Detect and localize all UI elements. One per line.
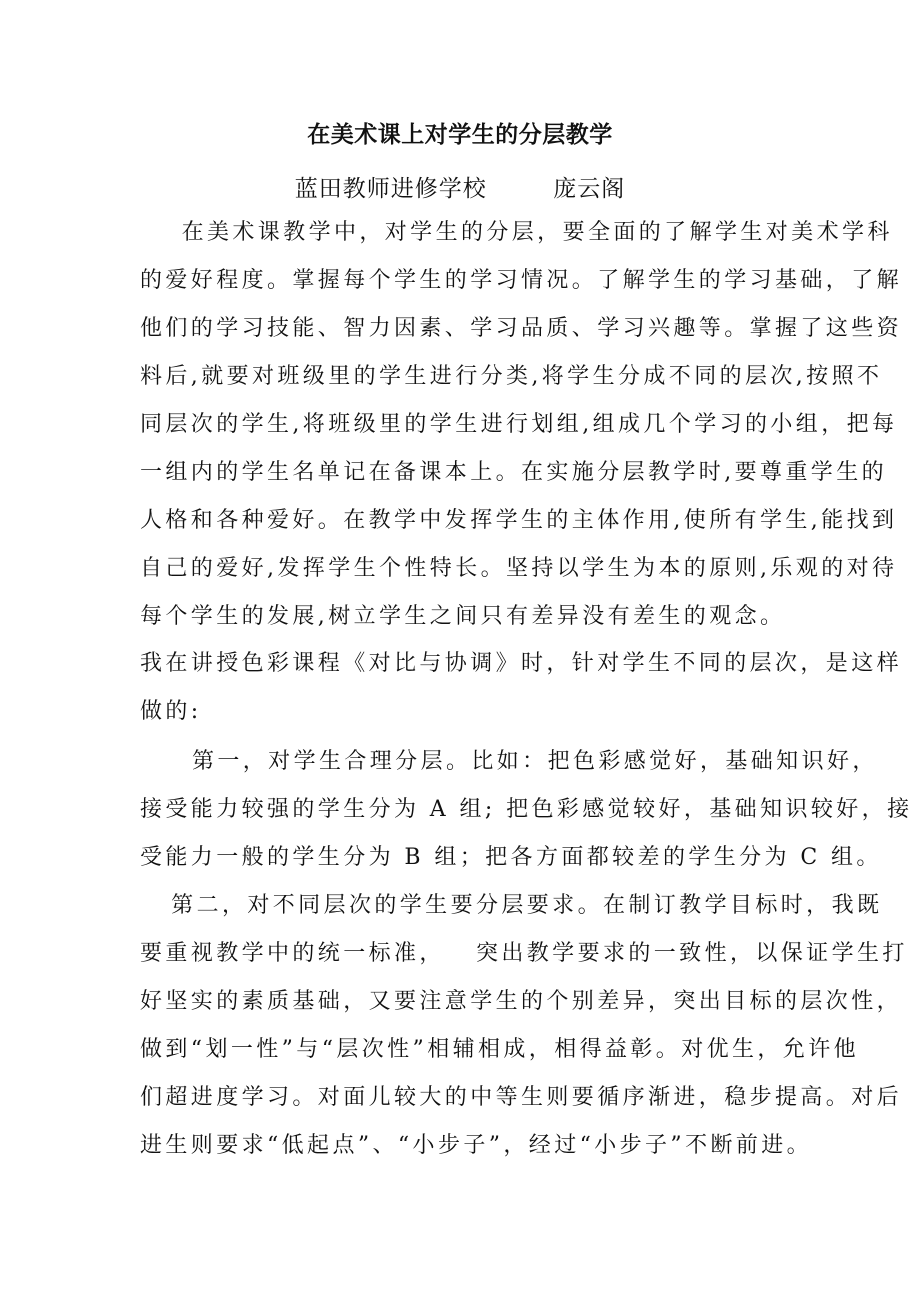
body-line: 做的: bbox=[140, 699, 202, 724]
body-line: 接受能力较强的学生分为 A 组; 把色彩感觉较好，基础知识较好，接 bbox=[140, 797, 913, 822]
body-line: 们超进度学习。对面儿较大的中等生则要循序渐进，稳步提高。对后 bbox=[140, 1085, 903, 1110]
document-byline: 蓝田教师进修学校 庞云阁 bbox=[294, 176, 626, 202]
body-line: 他们的学习技能、智力因素、学习品质、学习兴趣等。掌握了这些资 bbox=[140, 316, 903, 341]
body-line: 在美术课教学中，对学生的分层，要全面的了解学生对美术学科 bbox=[140, 220, 893, 245]
body-line: 第二，对不同层次的学生要分层要求。在制订教学目标时，我既 bbox=[140, 893, 883, 918]
body-line: 自己的爱好,发挥学生个性特长。坚持以学生为本的原则,乐观的对待 bbox=[140, 556, 898, 581]
body-line: 的爱好程度。掌握每个学生的学习情况。了解学生的学习基础，了解 bbox=[140, 268, 903, 293]
body-line: 进生则要求“低起点”、“小步子”，经过“小步子”不断前进。 bbox=[140, 1133, 813, 1158]
body-line: 一组内的学生名单记在备课本上。在实施分层教学时,要尊重学生的 bbox=[140, 460, 887, 485]
body-line: 我在讲授色彩课程《对比与协调》时，针对学生不同的层次，是这样 bbox=[140, 651, 903, 676]
body-line: 料后,就要对班级里的学生进行分类,将学生分成不同的层次,按照不 bbox=[140, 364, 883, 389]
body-line: 第一，对学生合理分层。比如：把色彩感觉好，基础知识好， bbox=[140, 749, 878, 774]
body-line: 人格和各种爱好。在教学中发挥学生的主体作用,使所有学生,能找到 bbox=[140, 508, 898, 533]
body-line: 做到“划一性”与“层次性”相辅相成，相得益彰。对优生，允许他 bbox=[140, 1037, 859, 1062]
body-line: 同层次的学生,将班级里的学生进行划组,组成几个学习的小组，把每 bbox=[140, 412, 898, 437]
body-line: 受能力一般的学生分为 B 组；把各方面都较差的学生分为 C 组。 bbox=[140, 845, 882, 870]
body-line: 好坚实的素质基础，又要注意学生的个别差异，突出目标的层次性， bbox=[140, 989, 903, 1014]
body-line: 每个学生的发展,树立学生之间只有差异没有差生的观念。 bbox=[140, 604, 786, 629]
body-line: 要重视教学中的统一标准， 突出教学要求的一致性，以保证学生打 bbox=[140, 941, 908, 966]
document-title: 在美术课上对学生的分层教学 bbox=[307, 121, 613, 148]
